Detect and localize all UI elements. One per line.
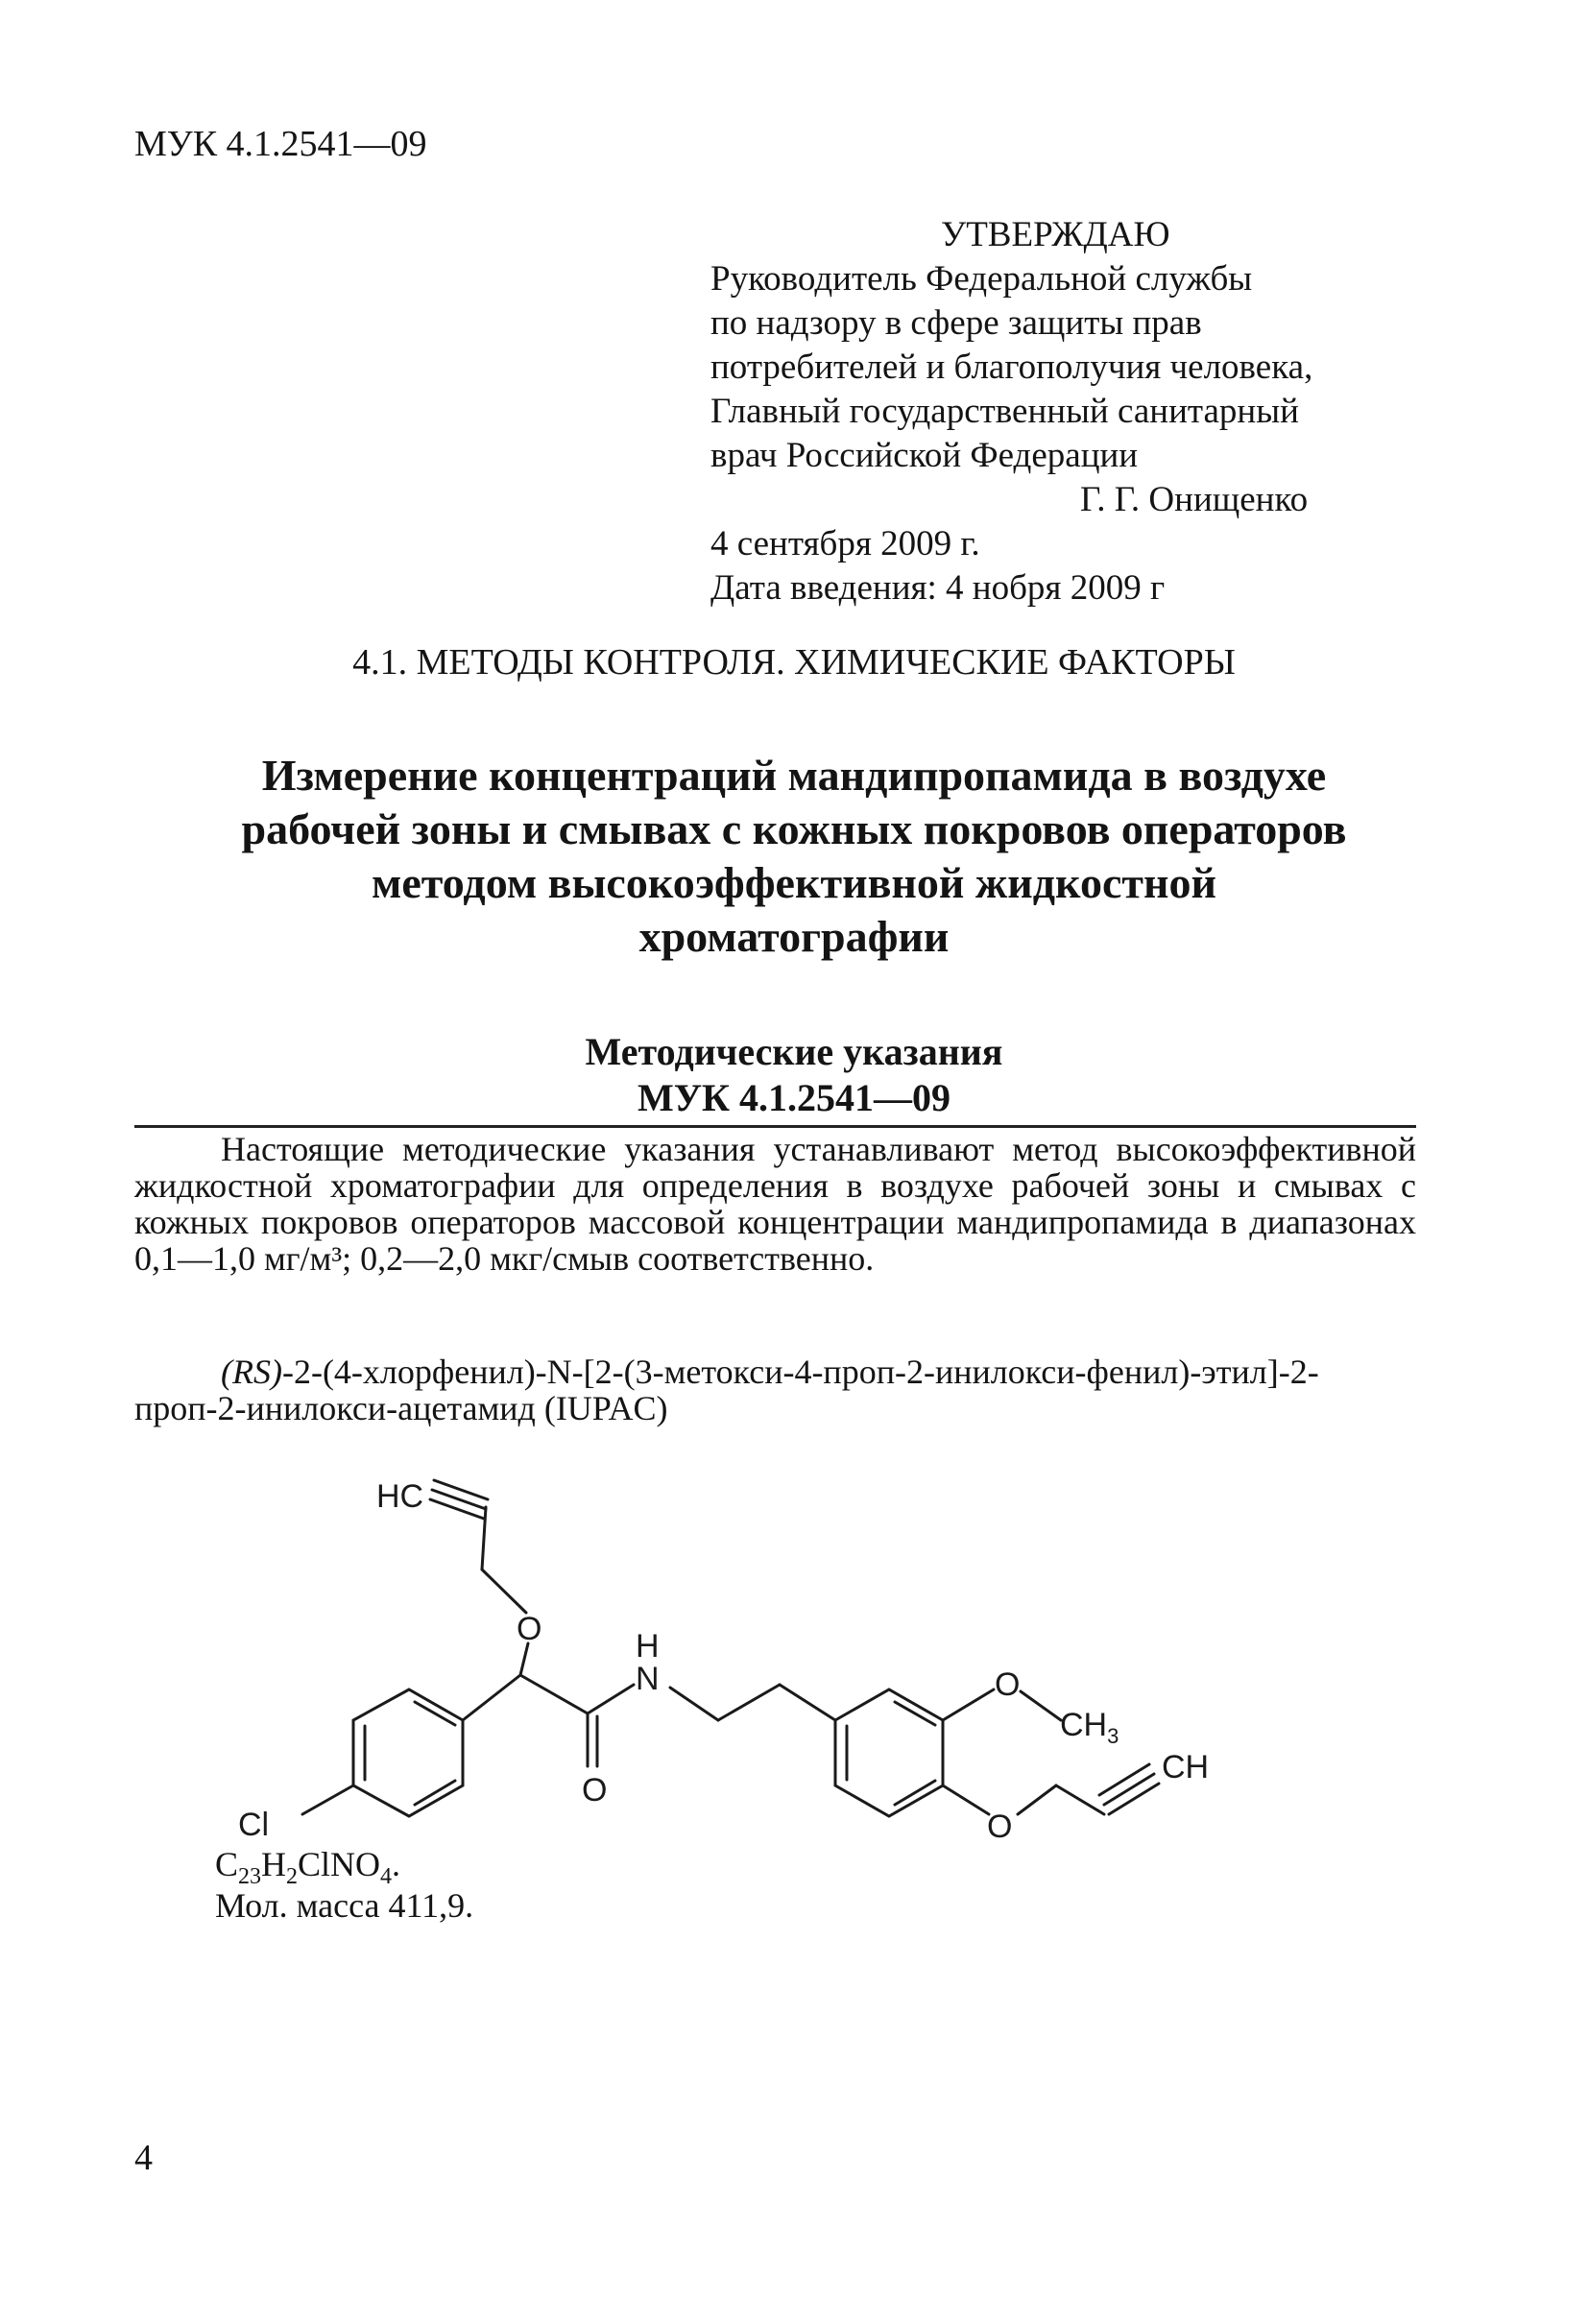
bond <box>780 1685 835 1720</box>
label-o-propargyl: O <box>987 1809 1013 1845</box>
bond <box>482 1507 486 1569</box>
iupac-name <box>134 1354 1416 1426</box>
bond <box>943 1689 994 1720</box>
section-heading: 4.1. МЕТОДЫ КОНТРОЛЯ. ХИМИЧЕСКИЕ ФАКТОРЫ <box>352 642 1236 683</box>
bond-triple <box>1104 1774 1154 1805</box>
bond-triple <box>1099 1764 1149 1795</box>
approval-block <box>710 213 1312 611</box>
bond <box>588 1685 634 1713</box>
title-line: рабочей зоны и смывах с кожных покровов операторов <box>241 804 1347 853</box>
benzene-ring-right <box>835 1689 943 1816</box>
bond-triple <box>434 1480 488 1499</box>
bond <box>1056 1785 1104 1814</box>
bond <box>463 1675 520 1720</box>
document-title <box>0 749 1588 964</box>
label-o-ether: O <box>517 1611 542 1647</box>
subtitle-line: МУК 4.1.2541—09 <box>637 1076 951 1119</box>
approval-heading: УТВЕРЖДАЮ <box>941 215 1170 254</box>
title-line: Измерение концентраций мандипропамида в воздухе <box>261 751 1327 800</box>
horizontal-rule <box>134 1125 1416 1128</box>
approval-date: 4 сентября 2009 г. <box>710 524 980 563</box>
iupac-name-text: -2-(4-хлорфенил)-N-[2-(3-метокси-4-проп-2-инилокси-фенил)-этил]-2-проп-2-инилокси-ацетамид (IUPAC) <box>134 1353 1319 1427</box>
bond <box>520 1675 588 1713</box>
subtitle-line: Методические указания <box>585 1030 1003 1073</box>
introduction-date: Дата введения: 4 нобря 2009 г <box>710 568 1166 608</box>
molecular-formula: $C_{23}H_2ClNO_4$. <box>215 1845 401 1890</box>
bond <box>1018 1785 1056 1814</box>
bond-triple <box>432 1490 486 1509</box>
intro-paragraph: Настоящие методические указания устанавливают метод высокоэффективной жидкостной хроматографии для определения в воздухе рабочей зоны и смывах с кожных покровов операторов массовой концентрации мандипропамида в диапазонах 0,1—1,0 мг/м³; 0,2—2,0 мкг/смыв соответственно. <box>134 1130 1416 1278</box>
bond <box>520 1643 528 1675</box>
benzene-ring-left <box>353 1689 463 1816</box>
label-ch3: $CH_3$ <box>1060 1707 1119 1748</box>
approval-line: Главный государственный санитарный <box>710 392 1299 431</box>
title-line: хроматографии <box>638 912 950 961</box>
iupac-stereo-prefix: (RS) <box>221 1353 282 1391</box>
page-number: 4 <box>134 2138 153 2178</box>
label-cl: Cl <box>238 1807 270 1843</box>
bond <box>670 1688 718 1720</box>
structural-formula <box>211 1469 1325 1853</box>
label-o-methoxy: O <box>995 1666 1021 1703</box>
document-subtitle <box>0 1029 1588 1121</box>
label-ch: CH <box>1162 1749 1210 1785</box>
molecular-mass: Мол. масса 411,9. <box>215 1886 474 1925</box>
bond <box>302 1785 353 1814</box>
bond-triple <box>430 1499 484 1519</box>
signatory-name: Г. Г. Онищенко <box>1080 480 1309 519</box>
bond-triple <box>1109 1784 1159 1814</box>
approval-line: потребителей и благополучия человека, <box>710 347 1313 387</box>
label-o-carbonyl: O <box>582 1772 608 1809</box>
document-code-header: МУК 4.1.2541—09 <box>134 124 427 164</box>
bond <box>1021 1691 1061 1720</box>
label-hc: HC <box>376 1478 424 1515</box>
label-n: N <box>636 1661 660 1697</box>
approval-line: врач Российской Федерации <box>710 436 1139 475</box>
label-nh-h: H <box>636 1628 660 1665</box>
approval-line: по надзору в сфере защиты прав <box>710 303 1202 343</box>
bond <box>943 1785 989 1814</box>
bond <box>718 1685 780 1720</box>
title-line: методом высокоэффективной жидкостной <box>372 858 1216 907</box>
bond <box>482 1569 526 1613</box>
approval-line: Руководитель Федеральной службы <box>710 259 1253 299</box>
